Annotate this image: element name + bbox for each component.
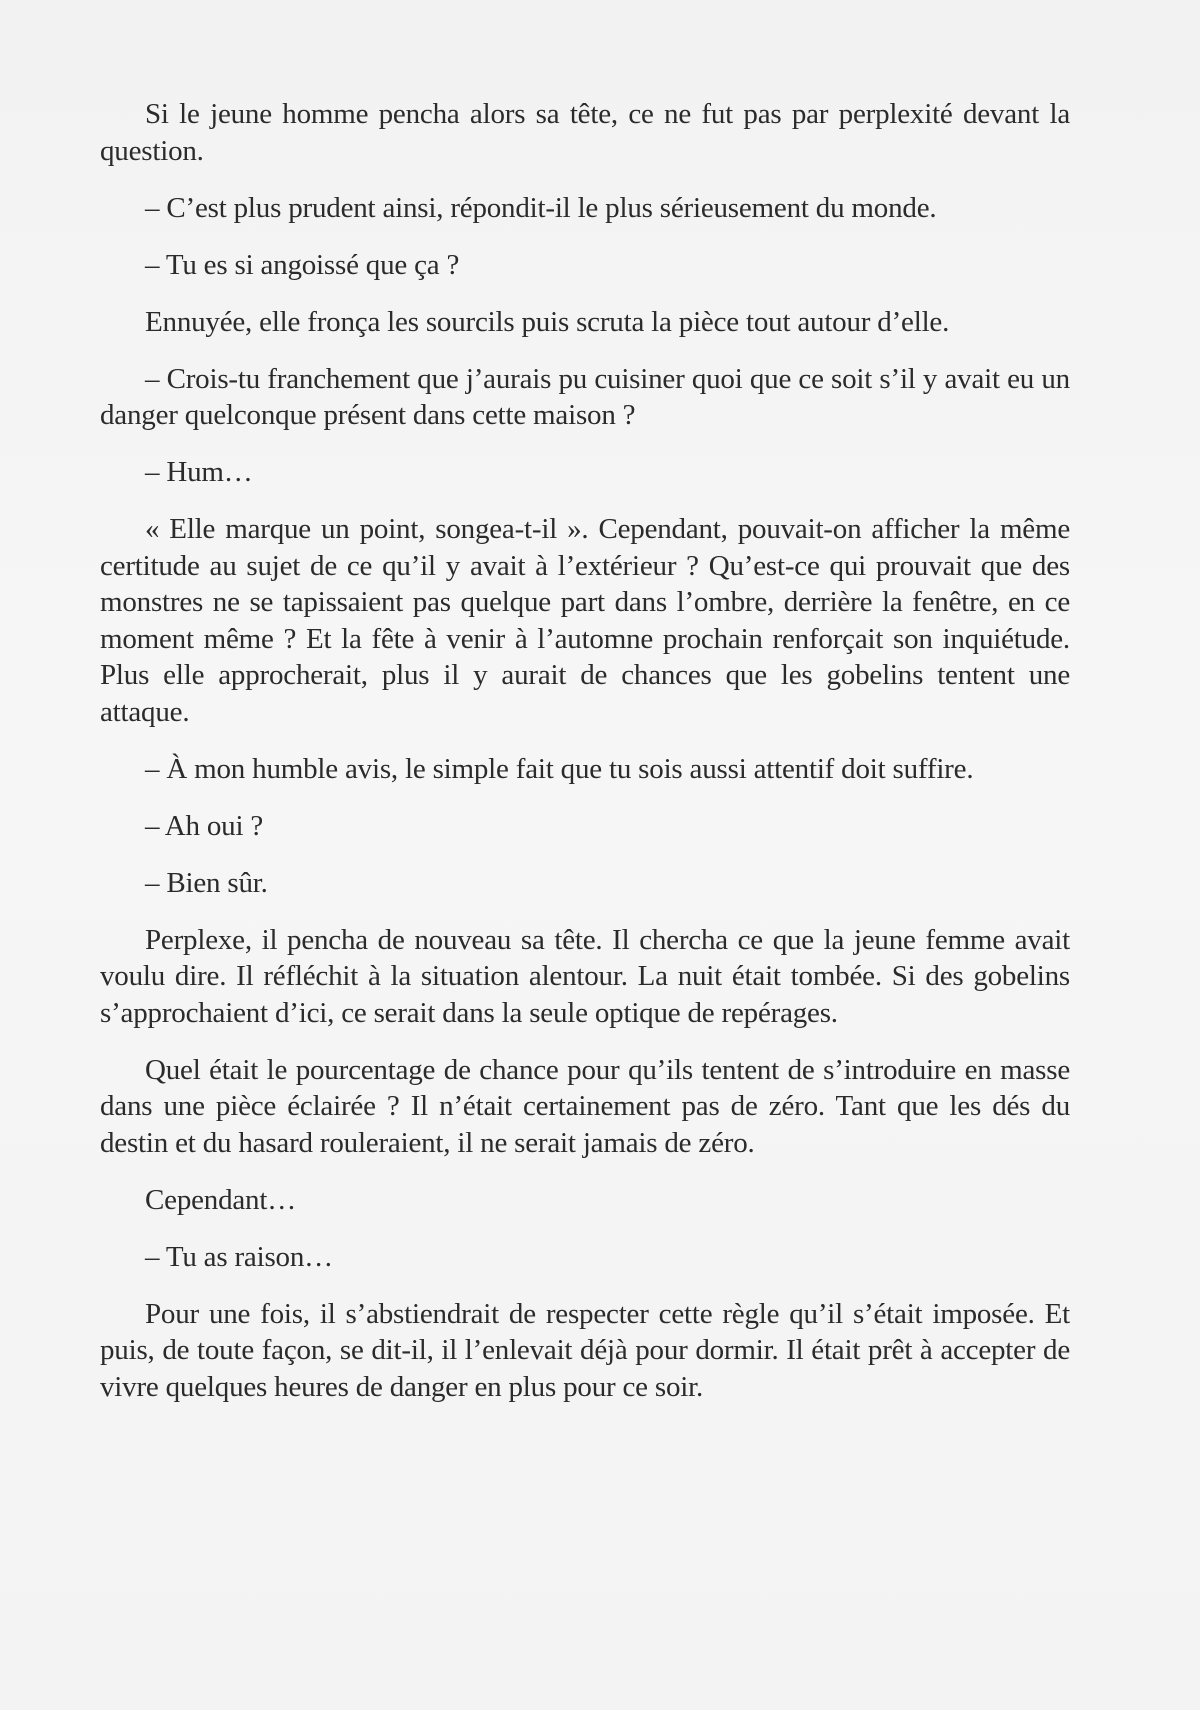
paragraph: « Elle marque un point, songea-t-il ». Cependant, pouvait-on afficher la même certitude au sujet de ce qu’il y avait à l’extérieur ? Qu’est-ce qui prouvait que des monstres ne se tapissaient pas quelque part dans l’ombre, derrière la fenêtre, en ce moment même ? Et la fête à venir à l’automne prochain renforçait son inquiétude. Plus elle approcherait, plus il y aurait de chances que les gobelins tentent une attaque.	[100, 513, 1070, 728]
paragraph: Si le jeune homme pencha alors sa tête, ce ne fut pas par perplexité devant la question.	[100, 98, 1070, 167]
dialogue-line: – Tu as raison…	[145, 1240, 333, 1273]
dialogue-line: – C’est plus prudent ainsi, répondit-il le plus sérieusement du monde.	[145, 191, 937, 224]
paragraph: Quel était le pourcentage de chance pour qu’ils tentent de s’introduire en masse dans une pièce éclairée ? Il n’était certainement pas de zéro. Tant que les dés du destin et du hasard rouleraient, il ne serait jamais de zéro.	[100, 1053, 1070, 1159]
dialogue-line: – Crois-tu franchement que j’aurais pu cuisiner quoi que ce soit s’il y avait eu un danger quelconque présent dans cette maison ?	[100, 362, 1070, 431]
page-body-text	[100, 96, 1070, 1426]
paragraph: Pour une fois, il s’abstiendrait de respecter cette règle qu’il s’était imposée. Et puis, de toute façon, se dit-il, il l’enlevait déjà pour dormir. Il était prêt à accepter de vivre quelques heures de danger en plus pour ce soir.	[100, 1297, 1070, 1403]
dialogue-line: – Hum…	[145, 456, 253, 488]
dialogue-line: – Ah oui ?	[145, 809, 264, 842]
dialogue-line: – Bien sûr.	[145, 866, 268, 899]
paragraph: Cependant…	[145, 1183, 297, 1216]
dialogue-line: – Tu es si angoissé que ça ?	[145, 248, 460, 281]
paragraph: Ennuyée, elle fronça les sourcils puis scruta la pièce tout autour d’elle.	[145, 305, 950, 338]
paragraph: Perplexe, il pencha de nouveau sa tête. Il chercha ce que la jeune femme avait voulu dire. Il réfléchit à la situation alentour. La nuit était tombée. Si des gobelins s’approchaient d’ici, ce serait dans la seule optique de repérages.	[100, 923, 1070, 1029]
dialogue-line: – À mon humble avis, le simple fait que tu sois aussi attentif doit suffire.	[145, 752, 974, 785]
